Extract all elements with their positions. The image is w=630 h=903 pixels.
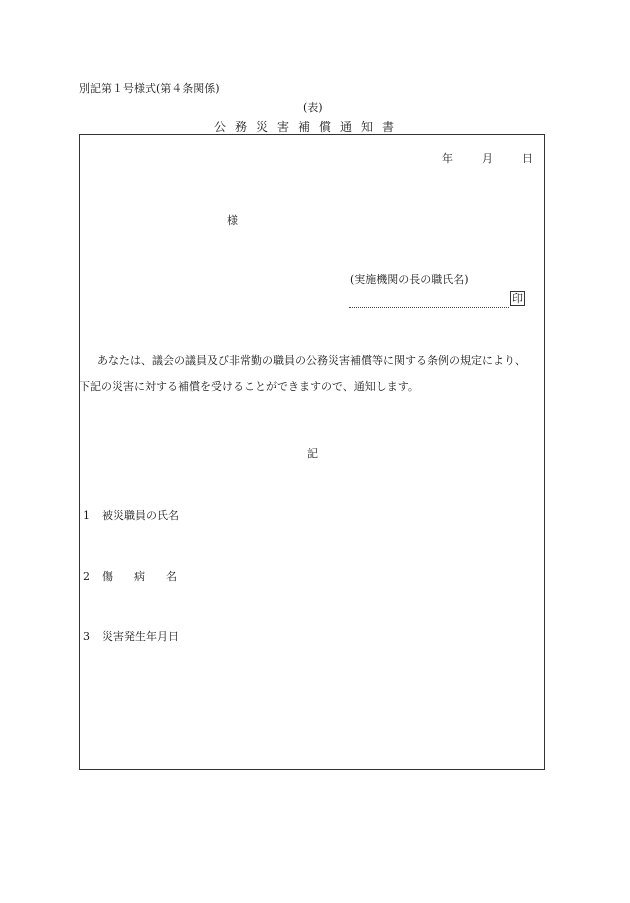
signature-line [349,307,509,308]
seal-box: 印 [512,292,523,305]
item-label: 災害発生年月日 [102,630,179,643]
document-title: 公務災害補償通知書 [214,120,404,134]
item-accident-date [83,628,179,644]
date-month: 月 [482,152,493,165]
item-number: 3 [83,630,90,643]
item-number: 1 [83,509,90,522]
date-day: 日 [522,152,533,165]
item-injured-name [83,507,179,523]
date-field [442,150,533,166]
side-label: (表) [303,101,323,114]
date-year: 年 [442,152,453,165]
item-injury-name [83,568,198,584]
form-reference: 別記第１号様式(第４条関係) [79,82,220,95]
notice-line-1: あなたは、議会の議員及び非常勤の職員の公務災害補償等に関する条例の規定により、 [97,354,526,367]
item-label: 傷病名 [102,570,198,583]
issuer-label: (実施機関の長の職氏名) [350,273,469,286]
item-label: 被災職員の氏名 [102,509,179,522]
addressee-suffix: 様 [227,214,238,227]
item-number: 2 [83,570,90,583]
notice-line-2: 下記の災害に対する補償を受けることができますので、通知します。 [79,380,419,393]
ki-heading: 記 [307,447,318,460]
